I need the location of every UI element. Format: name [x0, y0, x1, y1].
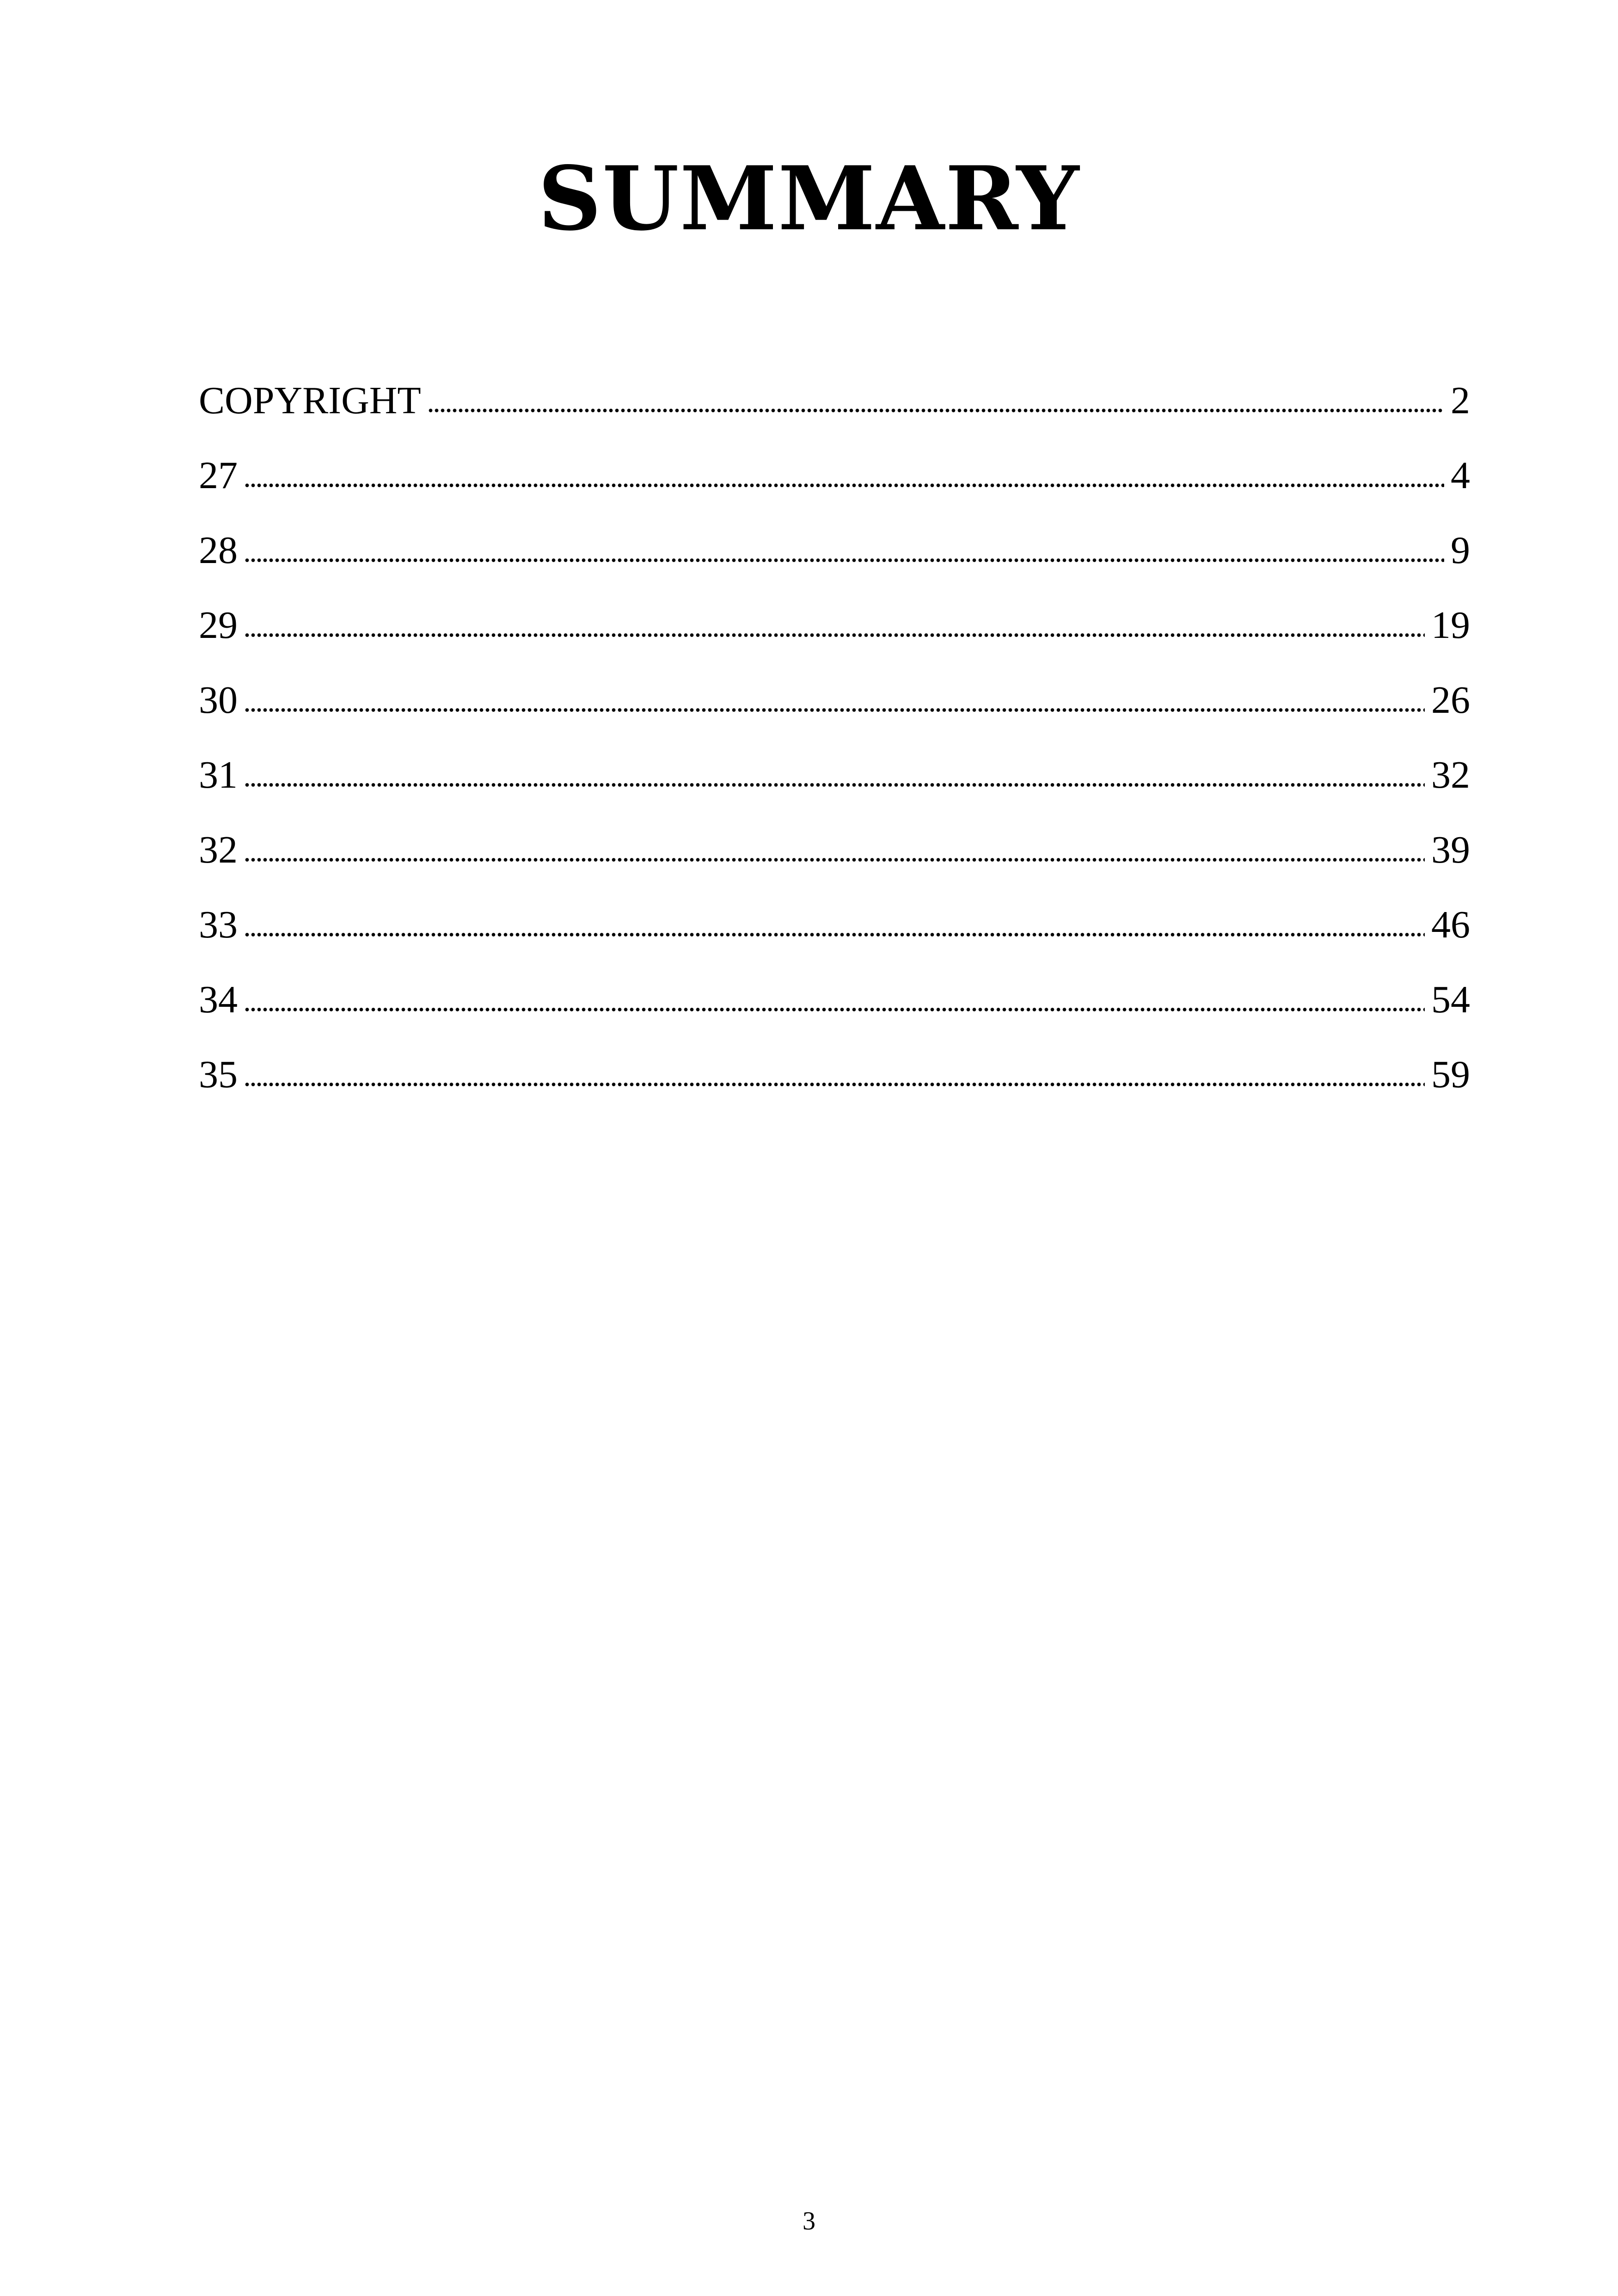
toc-entry-28[interactable]	[199, 525, 1470, 600]
page-title: SUMMARY	[538, 147, 1080, 250]
toc-entry-label: 33	[199, 903, 238, 946]
dot-leader	[244, 633, 1425, 637]
dot-leader	[428, 409, 1444, 412]
toc-entry-label: 31	[199, 753, 238, 796]
toc-entry-page: 59	[1431, 1053, 1470, 1096]
dot-leader	[244, 1083, 1425, 1086]
toc-entry-page: 4	[1451, 454, 1470, 497]
toc-entry-31[interactable]	[199, 750, 1470, 825]
toc-entry-30[interactable]	[199, 675, 1470, 750]
toc-entry-page: 46	[1431, 903, 1470, 946]
toc-entry-33[interactable]	[199, 900, 1470, 974]
toc-entry-page: 19	[1431, 604, 1470, 647]
table-of-contents	[199, 375, 1470, 1124]
toc-entry-copyright[interactable]	[199, 375, 1470, 450]
toc-entry-label: COPYRIGHT	[199, 379, 421, 422]
toc-entry-32[interactable]	[199, 825, 1470, 900]
toc-entry-label: 27	[199, 454, 238, 497]
toc-entry-label: 28	[199, 529, 238, 572]
toc-entry-label: 32	[199, 828, 238, 871]
toc-entry-label: 29	[199, 604, 238, 647]
toc-entry-34[interactable]	[199, 974, 1470, 1049]
dot-leader	[244, 933, 1425, 937]
toc-entry-page: 2	[1451, 379, 1470, 422]
dot-leader	[244, 484, 1444, 487]
toc-entry-label: 30	[199, 679, 238, 722]
toc-entry-page: 39	[1431, 828, 1470, 871]
dot-leader	[244, 783, 1425, 787]
dot-leader	[244, 1008, 1425, 1011]
toc-entry-page: 54	[1431, 978, 1470, 1021]
toc-entry-35[interactable]	[199, 1049, 1470, 1124]
toc-entry-27[interactable]	[199, 450, 1470, 525]
dot-leader	[244, 858, 1425, 862]
toc-entry-page: 26	[1431, 679, 1470, 722]
toc-entry-29[interactable]	[199, 600, 1470, 675]
dot-leader	[244, 708, 1425, 712]
dot-leader	[244, 558, 1444, 562]
toc-entry-label: 34	[199, 978, 238, 1021]
toc-entry-page: 9	[1451, 529, 1470, 572]
toc-entry-label: 35	[199, 1053, 238, 1096]
page-number: 3	[803, 2207, 815, 2235]
toc-entry-page: 32	[1431, 753, 1470, 796]
